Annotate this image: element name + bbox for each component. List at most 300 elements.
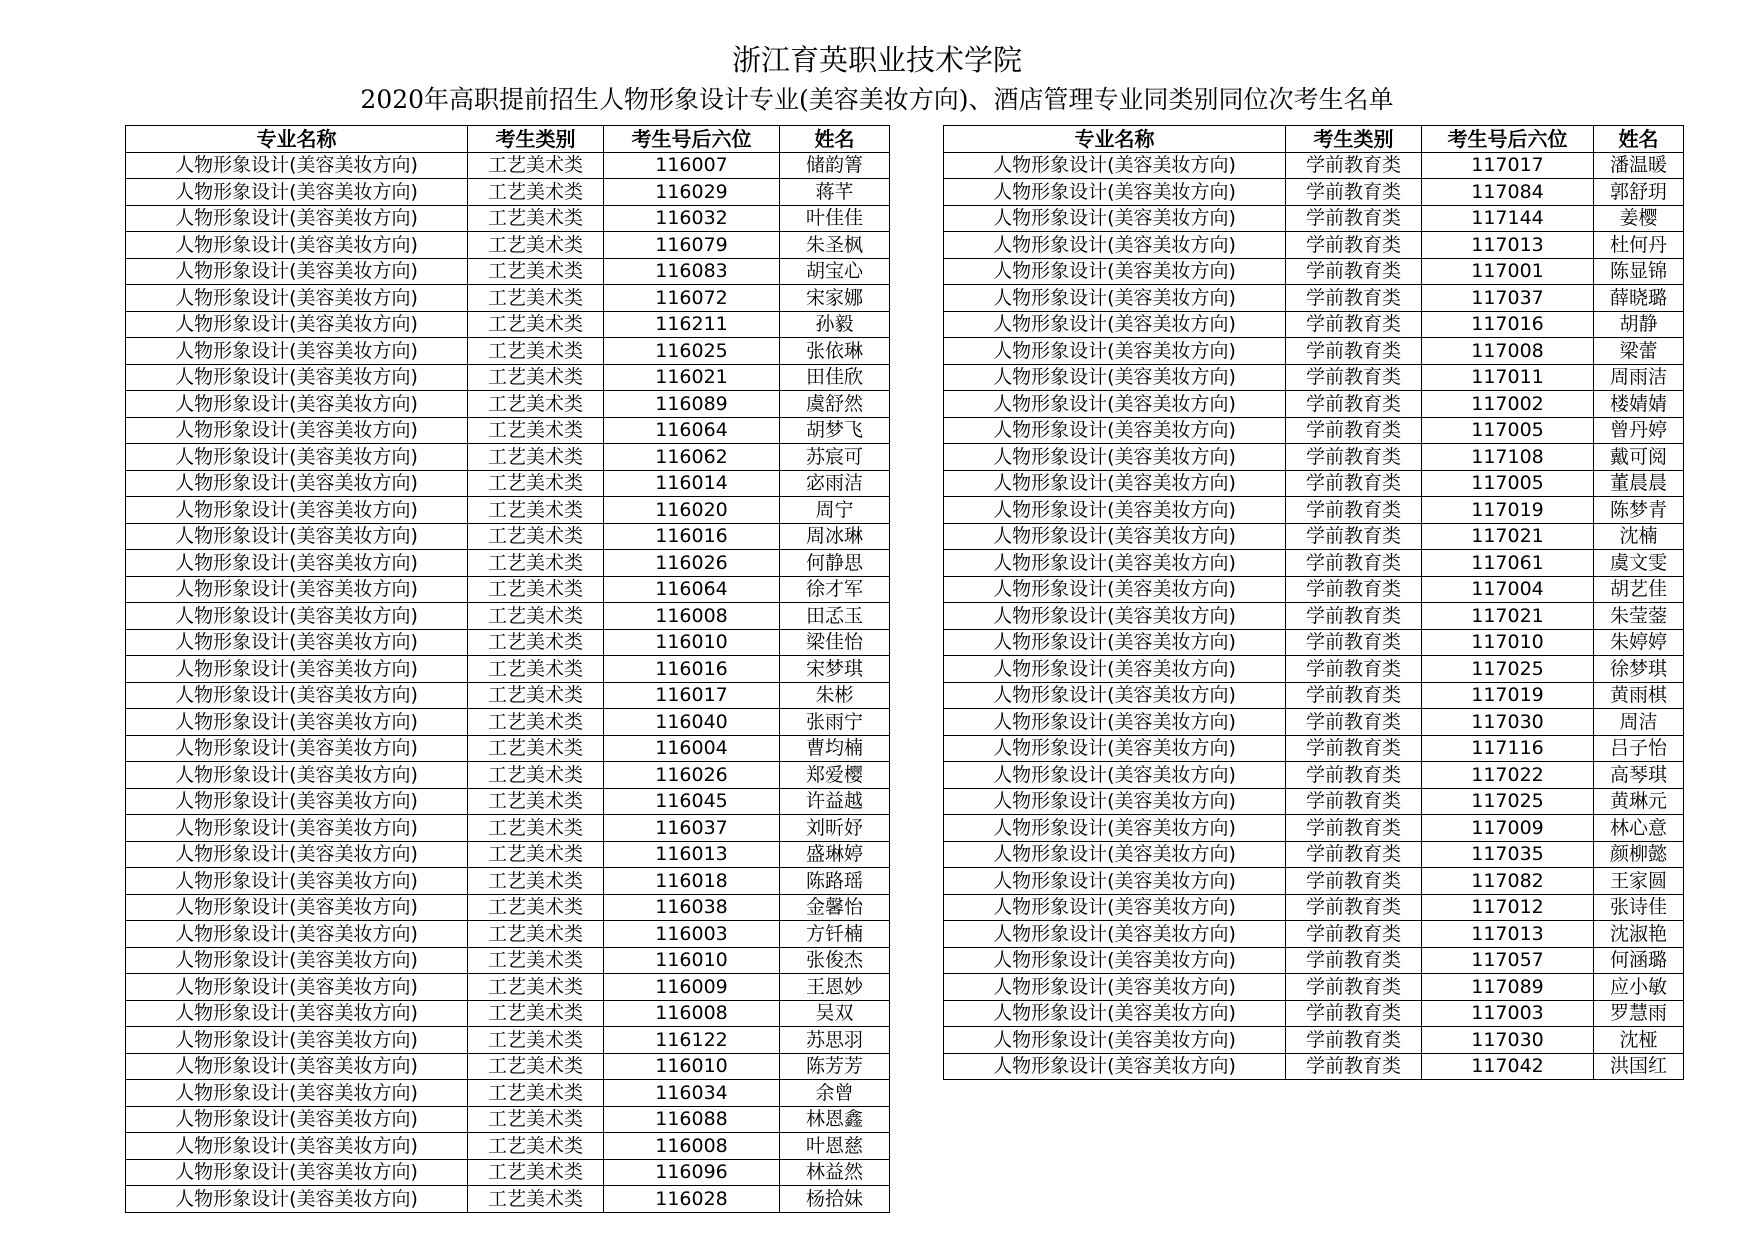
cell-category: 工艺美术类 [468,1106,604,1133]
cell-category: 工艺美术类 [468,205,604,232]
cell-name: 方钎楠 [780,921,890,948]
table-row [126,364,890,391]
cell-major: 人物形象设计(美容美妆方向) [944,1053,1286,1080]
cell-name: 薛晓璐 [1594,285,1684,312]
header-exam-number: 考生号后六位 [1422,126,1594,153]
cell-exam-number: 117144 [1422,205,1594,232]
cell-name: 黄琳元 [1594,788,1684,815]
cell-major: 人物形象设计(美容美妆方向) [944,179,1286,206]
cell-name: 杜何丹 [1594,232,1684,259]
cell-name: 周宁 [780,497,890,524]
cell-major: 人物形象设计(美容美妆方向) [126,417,468,444]
cell-category: 学前教育类 [1286,470,1422,497]
cell-name: 沈桠 [1594,1027,1684,1054]
cell-exam-number: 117037 [1422,285,1594,312]
cell-major: 人物形象设计(美容美妆方向) [944,788,1286,815]
cell-name: 孙毅 [780,311,890,338]
table-row [126,258,890,285]
table-row [944,391,1684,418]
cell-exam-number: 116010 [604,947,780,974]
cell-exam-number: 117019 [1422,497,1594,524]
cell-category: 学前教育类 [1286,894,1422,921]
cell-exam-number: 117005 [1422,470,1594,497]
cell-exam-number: 116025 [604,338,780,365]
table-row [126,868,890,895]
cell-major: 人物形象设计(美容美妆方向) [944,656,1286,683]
table-row [944,470,1684,497]
cell-category: 学前教育类 [1286,815,1422,842]
cell-category: 工艺美术类 [468,1027,604,1054]
table-row [944,603,1684,630]
header-major: 专业名称 [126,126,468,153]
cell-name: 胡宝心 [780,258,890,285]
cell-category: 工艺美术类 [468,338,604,365]
table-row [944,258,1684,285]
cell-exam-number: 116064 [604,417,780,444]
table-row [126,921,890,948]
table-row [126,841,890,868]
cell-category: 学前教育类 [1286,629,1422,656]
cell-category: 工艺美术类 [468,1159,604,1186]
cell-exam-number: 116010 [604,1053,780,1080]
cell-major: 人物形象设计(美容美妆方向) [126,1000,468,1027]
cell-major: 人物形象设计(美容美妆方向) [126,603,468,630]
cell-exam-number: 116034 [604,1080,780,1107]
cell-category: 工艺美术类 [468,894,604,921]
cell-category: 学前教育类 [1286,1000,1422,1027]
cell-major: 人物形象设计(美容美妆方向) [126,921,468,948]
table-row [126,1186,890,1213]
cell-name: 郑爱樱 [780,762,890,789]
table-row [126,656,890,683]
cell-category: 工艺美术类 [468,179,604,206]
table-row [126,947,890,974]
cell-category: 工艺美术类 [468,735,604,762]
cell-major: 人物形象设计(美容美妆方向) [126,656,468,683]
cell-name: 颜柳懿 [1594,841,1684,868]
cell-name: 曾丹婷 [1594,417,1684,444]
cell-major: 人物形象设计(美容美妆方向) [126,1053,468,1080]
cell-exam-number: 117030 [1422,1027,1594,1054]
cell-major: 人物形象设计(美容美妆方向) [126,1106,468,1133]
cell-exam-number: 116028 [604,1186,780,1213]
cell-category: 工艺美术类 [468,1133,604,1160]
cell-category: 工艺美术类 [468,788,604,815]
cell-major: 人物形象设计(美容美妆方向) [126,258,468,285]
table-row [126,1133,890,1160]
table-row [126,735,890,762]
table-row [126,523,890,550]
cell-category: 学前教育类 [1286,762,1422,789]
cell-major: 人物形象设计(美容美妆方向) [126,868,468,895]
cell-major: 人物形象设计(美容美妆方向) [126,1159,468,1186]
cell-major: 人物形象设计(美容美妆方向) [944,815,1286,842]
table-row [944,841,1684,868]
cell-exam-number: 116020 [604,497,780,524]
cell-major: 人物形象设计(美容美妆方向) [944,974,1286,1001]
table-row [126,550,890,577]
cell-exam-number: 117061 [1422,550,1594,577]
cell-exam-number: 117022 [1422,762,1594,789]
cell-category: 学前教育类 [1286,576,1422,603]
cell-name: 曹均楠 [780,735,890,762]
cell-name: 张依琳 [780,338,890,365]
cell-exam-number: 117002 [1422,391,1594,418]
cell-major: 人物形象设计(美容美妆方向) [944,576,1286,603]
cell-category: 学前教育类 [1286,656,1422,683]
cell-name: 盛琳婷 [780,841,890,868]
cell-major: 人物形象设计(美容美妆方向) [944,417,1286,444]
cell-exam-number: 116018 [604,868,780,895]
cell-major: 人物形象设计(美容美妆方向) [126,1186,468,1213]
table-row [126,417,890,444]
cell-major: 人物形象设计(美容美妆方向) [126,709,468,736]
cell-exam-number: 117011 [1422,364,1594,391]
cell-exam-number: 116083 [604,258,780,285]
cell-exam-number: 117021 [1422,523,1594,550]
cell-major: 人物形象设计(美容美妆方向) [944,894,1286,921]
cell-exam-number: 117009 [1422,815,1594,842]
cell-category: 工艺美术类 [468,523,604,550]
table-row [944,1027,1684,1054]
cell-category: 工艺美术类 [468,285,604,312]
cell-category: 学前教育类 [1286,841,1422,868]
cell-category: 学前教育类 [1286,152,1422,179]
cell-category: 工艺美术类 [468,1080,604,1107]
table-row [126,444,890,471]
cell-name: 吕子怡 [1594,735,1684,762]
cell-category: 学前教育类 [1286,391,1422,418]
cell-category: 工艺美术类 [468,497,604,524]
cell-name: 梁佳怡 [780,629,890,656]
cell-major: 人物形象设计(美容美妆方向) [126,735,468,762]
table-row [126,629,890,656]
cell-major: 人物形象设计(美容美妆方向) [126,947,468,974]
cell-name: 朱婷婷 [1594,629,1684,656]
cell-name: 林益然 [780,1159,890,1186]
cell-exam-number: 117025 [1422,656,1594,683]
cell-major: 人物形象设计(美容美妆方向) [944,550,1286,577]
cell-major: 人物形象设计(美容美妆方向) [944,603,1286,630]
cell-major: 人物形象设计(美容美妆方向) [944,735,1286,762]
table-row [126,470,890,497]
cell-major: 人物形象设计(美容美妆方向) [126,1080,468,1107]
cell-major: 人物形象设计(美容美妆方向) [944,523,1286,550]
cell-name: 周雨洁 [1594,364,1684,391]
cell-name: 张雨宁 [780,709,890,736]
table-row [944,682,1684,709]
cell-exam-number: 116013 [604,841,780,868]
table-row [944,815,1684,842]
cell-category: 工艺美术类 [468,921,604,948]
cell-exam-number: 116008 [604,603,780,630]
cell-category: 学前教育类 [1286,550,1422,577]
cell-exam-number: 117012 [1422,894,1594,921]
cell-category: 工艺美术类 [468,258,604,285]
cell-name: 蒋芊 [780,179,890,206]
cell-major: 人物形象设计(美容美妆方向) [944,709,1286,736]
table-row [126,762,890,789]
cell-name: 杨拾妹 [780,1186,890,1213]
cell-major: 人物形象设计(美容美妆方向) [126,311,468,338]
cell-exam-number: 116014 [604,470,780,497]
table-row [944,921,1684,948]
cell-exam-number: 116026 [604,762,780,789]
cell-exam-number: 116045 [604,788,780,815]
table-row [126,497,890,524]
header-exam-number: 考生号后六位 [604,126,780,153]
cell-category: 工艺美术类 [468,311,604,338]
cell-major: 人物形象设计(美容美妆方向) [126,497,468,524]
cell-exam-number: 116008 [604,1000,780,1027]
cell-category: 学前教育类 [1286,868,1422,895]
cell-name: 宓雨洁 [780,470,890,497]
table-header-row [126,126,890,153]
cell-major: 人物形象设计(美容美妆方向) [944,258,1286,285]
cell-exam-number: 117004 [1422,576,1594,603]
cell-name: 苏思羽 [780,1027,890,1054]
cell-exam-number: 117057 [1422,947,1594,974]
cell-exam-number: 116009 [604,974,780,1001]
table-row [944,417,1684,444]
cell-exam-number: 117008 [1422,338,1594,365]
cell-name: 梁蕾 [1594,338,1684,365]
cell-name: 林恩鑫 [780,1106,890,1133]
table-row [944,576,1684,603]
cell-name: 吴双 [780,1000,890,1027]
cell-name: 朱圣枫 [780,232,890,259]
cell-category: 学前教育类 [1286,338,1422,365]
cell-exam-number: 116032 [604,205,780,232]
cell-category: 学前教育类 [1286,417,1422,444]
cell-name: 陈路瑶 [780,868,890,895]
cell-exam-number: 116010 [604,629,780,656]
cell-exam-number: 117089 [1422,974,1594,1001]
cell-category: 工艺美术类 [468,550,604,577]
cell-category: 学前教育类 [1286,921,1422,948]
left-table-body [126,152,890,1212]
table-row [944,868,1684,895]
cell-major: 人物形象设计(美容美妆方向) [126,444,468,471]
cell-category: 工艺美术类 [468,709,604,736]
cell-name: 胡静 [1594,311,1684,338]
table-row [944,232,1684,259]
cell-category: 工艺美术类 [468,603,604,630]
table-row [944,497,1684,524]
cell-major: 人物形象设计(美容美妆方向) [126,364,468,391]
table-row [944,152,1684,179]
cell-exam-number: 117042 [1422,1053,1594,1080]
cell-major: 人物形象设计(美容美妆方向) [126,974,468,1001]
table-row [126,152,890,179]
cell-name: 潘温暖 [1594,152,1684,179]
cell-exam-number: 116026 [604,550,780,577]
cell-name: 朱莹蓥 [1594,603,1684,630]
left-roster-table [125,125,890,1213]
page-subtitle: 2020年高职提前招生人物形象设计专业(美容美妆方向)、酒店管理专业同类别同位次考生名单 [360,85,1394,114]
cell-category: 工艺美术类 [468,364,604,391]
cell-name: 周洁 [1594,709,1684,736]
header-category: 考生类别 [468,126,604,153]
table-row [944,285,1684,312]
cell-name: 虞文雯 [1594,550,1684,577]
cell-category: 学前教育类 [1286,1053,1422,1080]
table-row [126,1053,890,1080]
cell-category: 工艺美术类 [468,576,604,603]
cell-major: 人物形象设计(美容美妆方向) [126,550,468,577]
cell-category: 学前教育类 [1286,682,1422,709]
cell-name: 叶恩慈 [780,1133,890,1160]
page-title: 浙江育英职业技术学院 [731,43,1022,77]
cell-major: 人物形象设计(美容美妆方向) [126,1027,468,1054]
cell-category: 工艺美术类 [468,868,604,895]
table-row [126,974,890,1001]
cell-name: 何涵璐 [1594,947,1684,974]
cell-exam-number: 117021 [1422,603,1594,630]
table-row [944,974,1684,1001]
cell-category: 工艺美术类 [468,391,604,418]
table-row [126,1000,890,1027]
header-category: 考生类别 [1286,126,1422,153]
table-row [944,364,1684,391]
cell-exam-number: 116017 [604,682,780,709]
table-row [944,629,1684,656]
cell-major: 人物形象设计(美容美妆方向) [944,1027,1286,1054]
cell-major: 人物形象设计(美容美妆方向) [944,205,1286,232]
cell-category: 工艺美术类 [468,841,604,868]
cell-exam-number: 116007 [604,152,780,179]
cell-exam-number: 116004 [604,735,780,762]
cell-name: 余曾 [780,1080,890,1107]
cell-exam-number: 117082 [1422,868,1594,895]
table-row [126,1106,890,1133]
header-name: 姓名 [780,126,890,153]
table-row [126,311,890,338]
cell-major: 人物形象设计(美容美妆方向) [126,576,468,603]
cell-category: 工艺美术类 [468,152,604,179]
cell-name: 罗慧雨 [1594,1000,1684,1027]
cell-major: 人物形象设计(美容美妆方向) [126,894,468,921]
cell-exam-number: 117019 [1422,682,1594,709]
cell-name: 高琴琪 [1594,762,1684,789]
cell-major: 人物形象设计(美容美妆方向) [944,629,1286,656]
cell-category: 工艺美术类 [468,762,604,789]
header-name: 姓名 [1594,126,1684,153]
cell-category: 学前教育类 [1286,205,1422,232]
table-row [944,1053,1684,1080]
cell-exam-number: 116003 [604,921,780,948]
cell-name: 张诗佳 [1594,894,1684,921]
cell-exam-number: 116211 [604,311,780,338]
cell-name: 张俊杰 [780,947,890,974]
cell-exam-number: 117084 [1422,179,1594,206]
cell-name: 何静思 [780,550,890,577]
table-row [126,709,890,736]
cell-major: 人物形象设计(美容美妆方向) [126,523,468,550]
cell-name: 陈芳芳 [780,1053,890,1080]
cell-major: 人物形象设计(美容美妆方向) [944,444,1286,471]
cell-exam-number: 116016 [604,523,780,550]
cell-major: 人物形象设计(美容美妆方向) [126,391,468,418]
table-row [944,788,1684,815]
cell-category: 工艺美术类 [468,470,604,497]
cell-exam-number: 117017 [1422,152,1594,179]
table-row [944,338,1684,365]
cell-name: 田孞玉 [780,603,890,630]
cell-name: 金馨怡 [780,894,890,921]
cell-major: 人物形象设计(美容美妆方向) [944,285,1286,312]
cell-name: 郭舒玥 [1594,179,1684,206]
cell-category: 学前教育类 [1286,444,1422,471]
table-header-row [944,126,1684,153]
cell-exam-number: 116064 [604,576,780,603]
cell-major: 人物形象设计(美容美妆方向) [944,338,1286,365]
cell-category: 学前教育类 [1286,258,1422,285]
cell-exam-number: 117116 [1422,735,1594,762]
cell-exam-number: 117025 [1422,788,1594,815]
cell-name: 徐梦琪 [1594,656,1684,683]
cell-name: 王家圆 [1594,868,1684,895]
table-row [126,205,890,232]
table-row [944,311,1684,338]
cell-category: 学前教育类 [1286,523,1422,550]
table-row [126,815,890,842]
cell-category: 工艺美术类 [468,947,604,974]
cell-category: 工艺美术类 [468,1000,604,1027]
table-row [126,788,890,815]
cell-category: 学前教育类 [1286,364,1422,391]
cell-name: 苏宸可 [780,444,890,471]
table-row [126,894,890,921]
cell-category: 学前教育类 [1286,603,1422,630]
cell-name: 沈淑艳 [1594,921,1684,948]
cell-major: 人物形象设计(美容美妆方向) [126,285,468,312]
cell-exam-number: 116072 [604,285,780,312]
table-row [944,444,1684,471]
cell-name: 胡艺佳 [1594,576,1684,603]
cell-name: 宋家娜 [780,285,890,312]
cell-name: 陈显锦 [1594,258,1684,285]
table-row [944,735,1684,762]
cell-name: 许益越 [780,788,890,815]
right-roster-table [943,125,1684,1080]
cell-exam-number: 117030 [1422,709,1594,736]
cell-category: 学前教育类 [1286,232,1422,259]
cell-major: 人物形象设计(美容美妆方向) [944,762,1286,789]
table-row [126,338,890,365]
cell-name: 王恩妙 [780,974,890,1001]
cell-category: 学前教育类 [1286,788,1422,815]
cell-category: 学前教育类 [1286,497,1422,524]
cell-major: 人物形象设计(美容美妆方向) [944,364,1286,391]
cell-name: 黄雨棋 [1594,682,1684,709]
table-row [944,550,1684,577]
cell-category: 学前教育类 [1286,735,1422,762]
cell-major: 人物形象设计(美容美妆方向) [944,232,1286,259]
cell-category: 学前教育类 [1286,311,1422,338]
cell-major: 人物形象设计(美容美妆方向) [944,497,1286,524]
cell-name: 董晨晨 [1594,470,1684,497]
cell-exam-number: 116008 [604,1133,780,1160]
cell-exam-number: 116038 [604,894,780,921]
cell-category: 学前教育类 [1286,285,1422,312]
cell-category: 工艺美术类 [468,815,604,842]
cell-name: 陈梦青 [1594,497,1684,524]
cell-major: 人物形象设计(美容美妆方向) [126,629,468,656]
table-row [944,947,1684,974]
cell-major: 人物形象设计(美容美妆方向) [126,470,468,497]
cell-major: 人物形象设计(美容美妆方向) [944,470,1286,497]
